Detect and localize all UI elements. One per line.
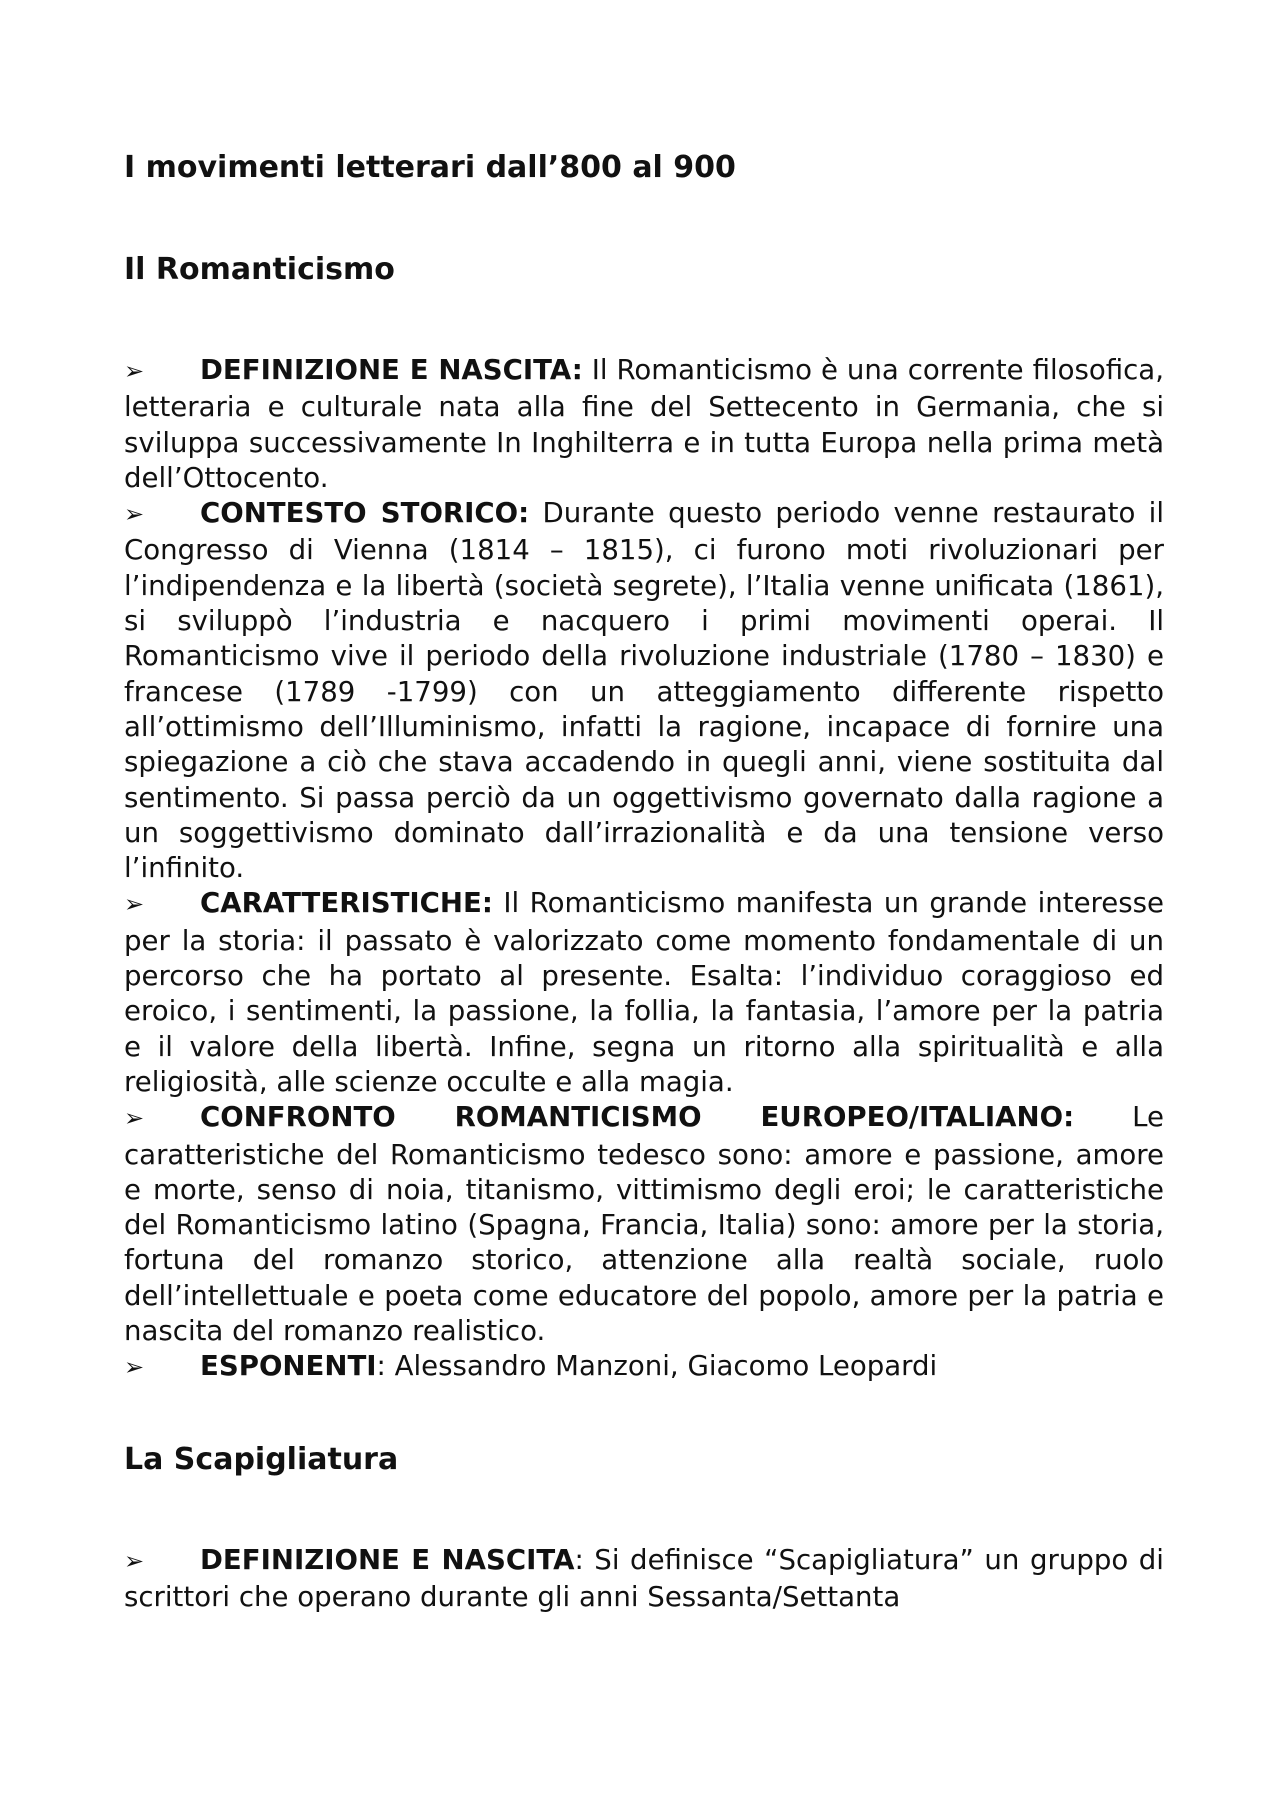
item-term: DEFINIZIONE E NASCITA — [200, 1542, 575, 1576]
list-item-esponenti — [124, 1348, 1164, 1385]
list-item-caratteristiche — [124, 885, 1164, 1099]
document-title: I movimenti letterari dall’800 al 900 — [124, 150, 736, 185]
item-text: Durante questo periodo venne restaurato il Congresso di Vienna (1814 – 1815), ci furono moti rivoluzionari per l’indipendenza e la libertà (società segrete), l’Italia venne unificata (1861), si sviluppò l’industria e nacquero i primi movimenti operai. Il Romanticismo vive il periodo della rivoluzione industriale (1780 – 1830) e francese (1789 -1799) con un atteggiamento differente rispetto all’ottimismo dell’Illuminismo, infatti la ragione, incapace di fornire una spiegazione a ciò che stava accadendo in quegli anni, viene sostituita dal sentimento. Si passa perciò da un oggettivismo governato dalla ragione a un soggettivismo dominato dall’irrazionalità e da una tensione verso l’infinito. — [124, 496, 1164, 885]
item-text: : Si definisce “Scapigliatura” un gruppo di scrittori che operano durante gli anni Sessanta/Settanta — [124, 1542, 1164, 1613]
item-text: : Alessandro Manzoni, Giacomo Leopardi — [376, 1349, 938, 1383]
item-text: Le caratteristiche del Romanticismo tedesco sono: amore e passione, amore e morte, senso di noia, titanismo, vittimismo degli eroi; le caratteristiche del Romanticismo latino (Spagna, Francia, Italia) sono: amore per la storia, fortuna del romanzo storico, attenzione alla realtà sociale, ruolo dell’intellettuale e poeta come educatore del popolo, amore per la patria e nascita del romanzo realistico. — [124, 1100, 1164, 1348]
item-text: Il Romanticismo è una corrente filosofica, letteraria e culturale nata alla fine del Settecento in Germania, che si sviluppa successivamente In Inghilterra e in tutta Europa nella prima metà dell’Ottocento. — [124, 353, 1164, 494]
list-item-confronto — [124, 1099, 1164, 1348]
arrow-bullet-icon: ➢ — [124, 357, 145, 385]
section-heading-romanticismo: Il Romanticismo — [124, 252, 395, 287]
romanticismo-list — [124, 352, 1164, 1386]
arrow-bullet-icon: ➢ — [124, 500, 145, 529]
item-term: DEFINIZIONE E NASCITA: — [200, 353, 583, 386]
section-heading-scapigliatura: La Scapigliatura — [124, 1441, 399, 1477]
item-term: CONTESTO STORICO: — [200, 496, 530, 530]
item-term: CARATTERISTICHE: — [200, 886, 493, 920]
document-content — [124, 150, 1164, 1614]
item-text: Il Romanticismo manifesta un grande interesse per la storia: il passato è valorizzato come momento fondamentale di un percorso che ha portato al presente. Esalta: l’individuo coraggioso ed eroico, i sentimenti, la passione, la follia, la fantasia, l’amore per la patria e il valore della libertà. Infine, segna un ritorno alla spiritualità e alla religiosità, alle scienze occulte e alla magia. — [124, 886, 1164, 1098]
list-item-contesto — [124, 495, 1164, 885]
item-term: CONFRONTO ROMANTICISMO EUROPEO/ITALIANO: — [200, 1100, 1075, 1134]
arrow-bullet-icon: ➢ — [124, 890, 145, 919]
list-item-definizione-scapigliatura — [124, 1542, 1164, 1615]
list-item-definizione — [124, 352, 1164, 495]
arrow-bullet-icon: ➢ — [124, 1546, 145, 1575]
item-term: ESPONENTI — [200, 1349, 377, 1383]
arrow-bullet-icon: ➢ — [124, 1353, 145, 1382]
arrow-bullet-icon: ➢ — [124, 1104, 145, 1133]
scapigliatura-list — [124, 1542, 1164, 1615]
